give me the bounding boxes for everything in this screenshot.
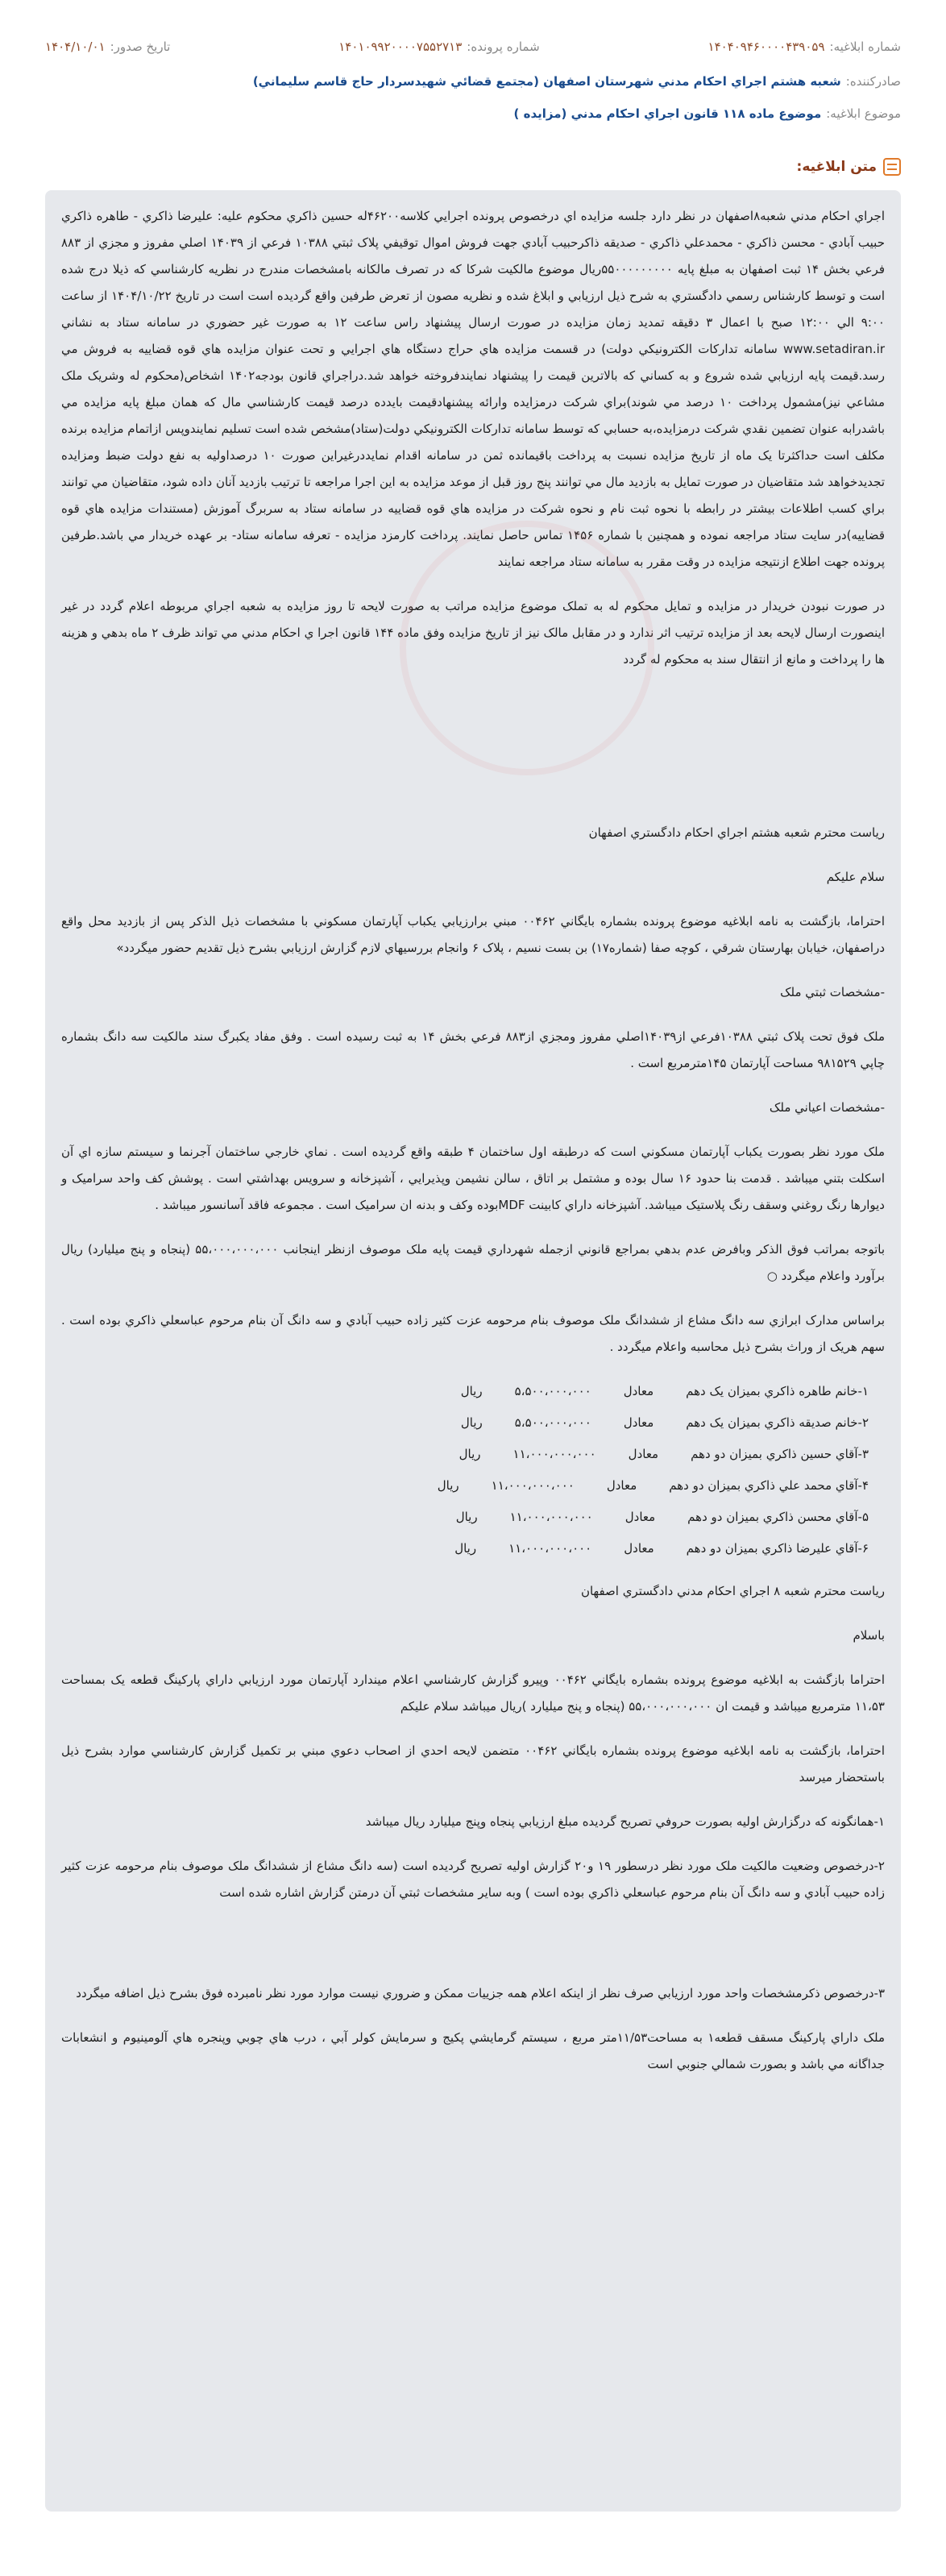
issuer-line: صادرکننده:شعبه هشتم اجراي احکام مدني شهرستان اصفهان (مجتمع قضائي شهيدسردار حاج قاسم سليماني): [252, 74, 901, 89]
heading-building: -مشخصات اعياني ملک: [769, 1100, 885, 1115]
section-title: متن ابلاغيه:: [797, 158, 901, 176]
document-icon: [883, 158, 901, 176]
paragraph-heirs: براساس مدارک ابرازي سه دانگ مشاع از ششدانگ ملک موصوف بنام مرحومه عزت کثير زاده حبيب آبادي و سه دانگ آن بنام مرحوم عباسعلي ذاکري بوده است . سهم هريک از وراث بشرح ذيل محاسبه واعلام ميگردد .: [61, 1313, 885, 1354]
addressee-2: رياست محترم شعبه ۸ اجراي احکام مدني دادگستري اصفهان: [580, 1584, 885, 1598]
paragraph-parking: احتراما بازگشت به ابلاغيه موضوع پرونده بشماره بايگاني ۰۰۴۶۲ وپيرو گزارش کارشناسي اعلام ميندارد آپارتمان مورد ارزيابي داراي پارکينگ قطعه يک بمساحت ۱۱،۵۳ مترمربع ميباشد و قيمت ان ۵۵،۰۰۰،۰۰۰،۰۰۰ (پنجاه و پنج ميليارد )ريال ميباشد سلام عليکم: [61, 1672, 885, 1714]
list-item: ۲-خانم صديقه ذاکري بميزان يک دهم معادل ۵،۵۰۰،۰۰۰،۰۰۰ ريال: [460, 1415, 869, 1430]
notice-number: شماره ابلاغيه:۱۴۰۴۰۹۴۶۰۰۰۰۴۳۹۰۵۹: [707, 39, 901, 54]
list-item: ۴-آقاي محمد علي ذاکري بميزان دو دهم معادل ۱۱،۰۰۰،۰۰۰،۰۰۰ ريال: [437, 1478, 869, 1493]
issue-date: تاريخ صدور:۱۴۰۴/۱۰/۰۱: [45, 39, 171, 54]
paragraph-supplement-intro: احتراما، بازگشت به نامه ابلاغيه موضوع پرونده بشماره بايگاني ۰۰۴۶۲ متضمن لايحه احدي از اصحاب دعوي مبني بر تکميل گزارش کارشناسي موارد بشرح ذيل باستحضار ميرسد: [61, 1743, 885, 1785]
paragraph-supplement-3: ۳-درخصوص ذکرمشخصات واحد مورد ارزيابي صرف نظر از اينکه اعلام همه جزييات ممکن و ضروري نيست موارد مورد نظر نامبرده فوق بشرح ذيل اضافه ميگردد: [76, 1986, 885, 2001]
paragraph-report-intro: احتراما، بازگشت به نامه ابلاغيه موضوع پرونده بشماره بايگاني ۰۰۴۶۲ مبني برارزيابي يکباب آپارتمان مسکوني با مشخصات ذيل الذکر پس از بازديد محل واقع دراصفهان، خيابان بهارستان شرقي ، کوچه صفا (شماره۱۷) بن بست نسيم ، پلاک ۶ وانجام بررسيهاي لازم گزارش ارزيابي بشرح ذيل تقديم حضور ميگردد»: [61, 914, 885, 955]
paragraph-supplement-4: ملک داراي پارکينگ مسقف قطعه۱ به مساحت۱۱/۵۳متر مربع ، سيستم گرمايشي پکيج و سرمايش کولر آبي ، درب هاي چوبي وپنجره هاي آلومينيوم و انشعابات جداگانه مي باشد و بصورت شمالي جنوبي است: [61, 2030, 885, 2071]
greeting: سلام عليکم: [826, 870, 885, 884]
paragraph-registry: ملک فوق تحت پلاک ثبتي ۱۰۳۸۸فرعي از۱۴۰۳۹اصلي مفروز ومجزي از۸۸۳ فرعي بخش ۱۴ به ثبت رسيده است . وفق مفاد يکبرگ سند مالکيت سه دانگ بشماره چاپي ۹۸۱۵۲۹ مساحت آپارتمان ۱۴۵مترمربع است .: [61, 1029, 885, 1070]
paragraph-auction: اجراي احکام مدني شعبه۸اصفهان در نظر دارد جلسه مزايده اي درخصوص پرونده اجرايي کلاسه۴۶۲۰۰له حسين ذاکري محکوم عليه: عليرضا ذاکري - طاهره ذاکري حبيب آبادي - محسن ذاکري - محمدعلي ذاکري - صديقه ذاکرحبيب آبادي جهت فروش اموال توقيفي پلاک ثبتي ۱۰۳۸۸ فرعي از ۱۴۰۳۹ اصلي مفروز و مجزي از ۸۸۳ فرعي بخش ۱۴ ثبت اصفهان به مبلغ پايه ۵۵۰۰۰۰۰۰۰۰۰ريال موضوع مالکيت شرکا که در تصرف مالکانه بامشخصات مندرج در نظريه کارشناسي که ذيلا درج شده است و توسط کارشناس رسمي دادگستري به شرح ذيل ارزيابي و ابلاغ شده و نظريه مصون از تعرض طرفين واقع گرديده است است در تاريخ ۱۴۰۴/۱۰/۲۲ از ساعت ۹:۰۰ الي ۱۲:۰۰ صبح با اعمال ۳ دقيقه تمديد زمان مزايده در صورت ارسال پيشنهاد راس ساعت ۱۲ به صورت غير حضوري در سامانه ستاد به نشاني www.setadiran.ir سامانه تدارکات الکترونيکي دولت) در قسمت مزايده هاي حراج دستگاه هاي اجرايي و تحت عنوان مزايده هاي قوه قضاييه به فروش مي رسد.قيمت پايه ارزيابي شده شروع و به کساني که بالاترين قيمت را پيشنهاد نمايندفروخته خواهد شد.دراجراي قانون بودجه۱۴۰۲ اشخاص(محکوم له وشريک ملک مشاعي نيز)مشمول پرداخت ۱۰ درصد مي شوند)براي شرکت درمزايده وارائه پيشنهادقيمت بايدده درصد قيمت کارشناسي مال که همان مبلغ پايه مزايده مي باشدرابه عنوان تضمين نقدي شرکت درمزايده،به حسابي که توسط سامانه تدارکات الکترونيکي دولت(ستاد)مشخص شده است تسليم نمايندوپس ازاتمام مزايده برنده مکلف است حداکثرتا يک ماه از تاريخ مزايده نسبت به پرداخت باقيمانده ثمن در سامانه اقدام نمايددرغيراين صورت ۱۰ درصداوليه به نفع دولت ضبط ومزايده تجديدخواهد شد متقاضيان در صورت تمايل به بازديد مال مي توانند پنج روز قبل از موعد مزايده به اين اجرا مراجعه تا ترتيب بازديد آنان داده شود، متقاضيان مي توانند براي کسب اطلاعات بيشتر در رابطه با نحوه ثبت نام و نحوه شرکت در مزايده هاي قوه قضاييه در سامانه ستاد به سربرگ آموزش (مستندات مزايده هاي قوه قضاييه)در سايت ستاد مراجعه نموده و همچنين با شماره ۱۴۵۶ تماس حاصل نمايند. پرداخت کارمزد مزايده - تعرفه سامانه ستاد- بر عهده خريدار مي باشد.طرفين پرونده جهت اطلاع ازنتيجه مزايده در وقت مقرر به سامانه ستاد مراجعه نمايند: [61, 209, 886, 569]
heirs-list: [61, 1378, 885, 1562]
list-item: ۱-خانم طاهره ذاکري بميزان يک دهم معادل ۵،۵۰۰،۰۰۰،۰۰۰ ريال: [460, 1384, 869, 1398]
notice-body: [45, 190, 901, 2512]
heading-registry: -مشخصات ثبتي ملک: [780, 985, 885, 999]
paragraph-building: ملک مورد نظر بصورت يکباب آپارتمان مسکوني است که درطبقه اول ساختمان ۴ طبقه واقع گرديده است . نماي خارجي ساختمان آجرنما و سيستم سازه اي آن اسکلت بتني ميباشد . قدمت بنا حدود ۱۶ سال بوده و مشتمل بر اتاق ، سالن نشيمن وپذيرايي ، آشپزخانه و سرويس بهداشتي است . پوشش کف واحد سراميک و ديوارها رنگ روغني وسقف رنگ پلاستيک ميباشد. آشپزخانه داراي کابينت MDFبوده وکف و بدنه ان سراميک است . مجموعه فاقد آسانسور ميباشد .: [61, 1145, 885, 1212]
paragraph-valuation: باتوجه بمراتب فوق الذکر وبافرض عدم بدهي بمراجع قانوني ازجمله شهرداري قيمت پايه ملک موصوف ازنظر اينجانب ۵۵،۰۰۰،۰۰۰،۰۰۰ (پنجاه و پنج ميليارد) ريال برآورد واعلام ميگردد ○: [61, 1242, 885, 1283]
paragraph-no-buyer: در صورت نبودن خريدار در مزايده و تمايل محکوم له به تملک موضوع مزايده مراتب به صورت لايحه تا روز مزايده به شعبه اجراي مربوطه اعلام گردد در غير اينصورت ارسال لايحه بعد از مزايده ترتيب اثر ندارد و در مقابل مالک نيز از تاريخ مزايده وفق ماده ۱۴۴ قانون اجرا ي احکام مدني مي تواند ظرف ۲ ماه بدهي و هزينه ها را پرداخت و مانع از انتقال سند به محکوم له گردد: [61, 599, 886, 667]
notice-meta-row: [24, 32, 922, 61]
list-item: ۶-آقاي عليرضا ذاکري بميزان دو دهم معادل ۱۱،۰۰۰،۰۰۰،۰۰۰ ريال: [454, 1541, 869, 1556]
addressee: رياست محترم شعبه هشتم اجراي احکام دادگستري اصفهان: [588, 825, 885, 840]
list-item: ۵-آقاي محسن ذاکري بميزان دو دهم معادل ۱۱،۰۰۰،۰۰۰،۰۰۰ ريال: [455, 1510, 869, 1524]
subject-line: موضوع ابلاغيه:موضوع ماده ۱۱۸ قانون اجراي احکام مدني (مزايده ): [513, 106, 901, 121]
notice-header: [0, 0, 946, 126]
file-number: شماره پرونده:۱۴۰۱۰۹۹۲۰۰۰۰۷۵۵۲۷۱۳: [338, 39, 540, 54]
paragraph-supplement-2: ۲-درخصوص وضعيت مالکيت ملک مورد نظر درسطور ۱۹ و۲۰ گزارش اوليه تصريح گرديده است (سه دانگ مشاع از ششدانگ ملک موصوف بنام مرحومه عزت کثير زاده حبيب آبادي و سه دانگ آن بنام مرحوم عباسعلي ذاکري بوده است ) وبه ساير مشخصات ثبتي آن درمتن گزارش اشاره شده است: [61, 1859, 885, 1900]
paragraph-supplement-1: ۱-همانگونه که درگزارش اوليه بصورت حروفي تصريح گرديده مبلغ ارزيابي پنجاه وپنج ميليارد ريال ميباشد: [365, 1814, 885, 1829]
list-item: ۳-آقاي حسين ذاکري بميزان دو دهم معادل ۱۱،۰۰۰،۰۰۰،۰۰۰ ريال: [458, 1447, 869, 1461]
greeting-2: باسلام: [853, 1628, 885, 1643]
